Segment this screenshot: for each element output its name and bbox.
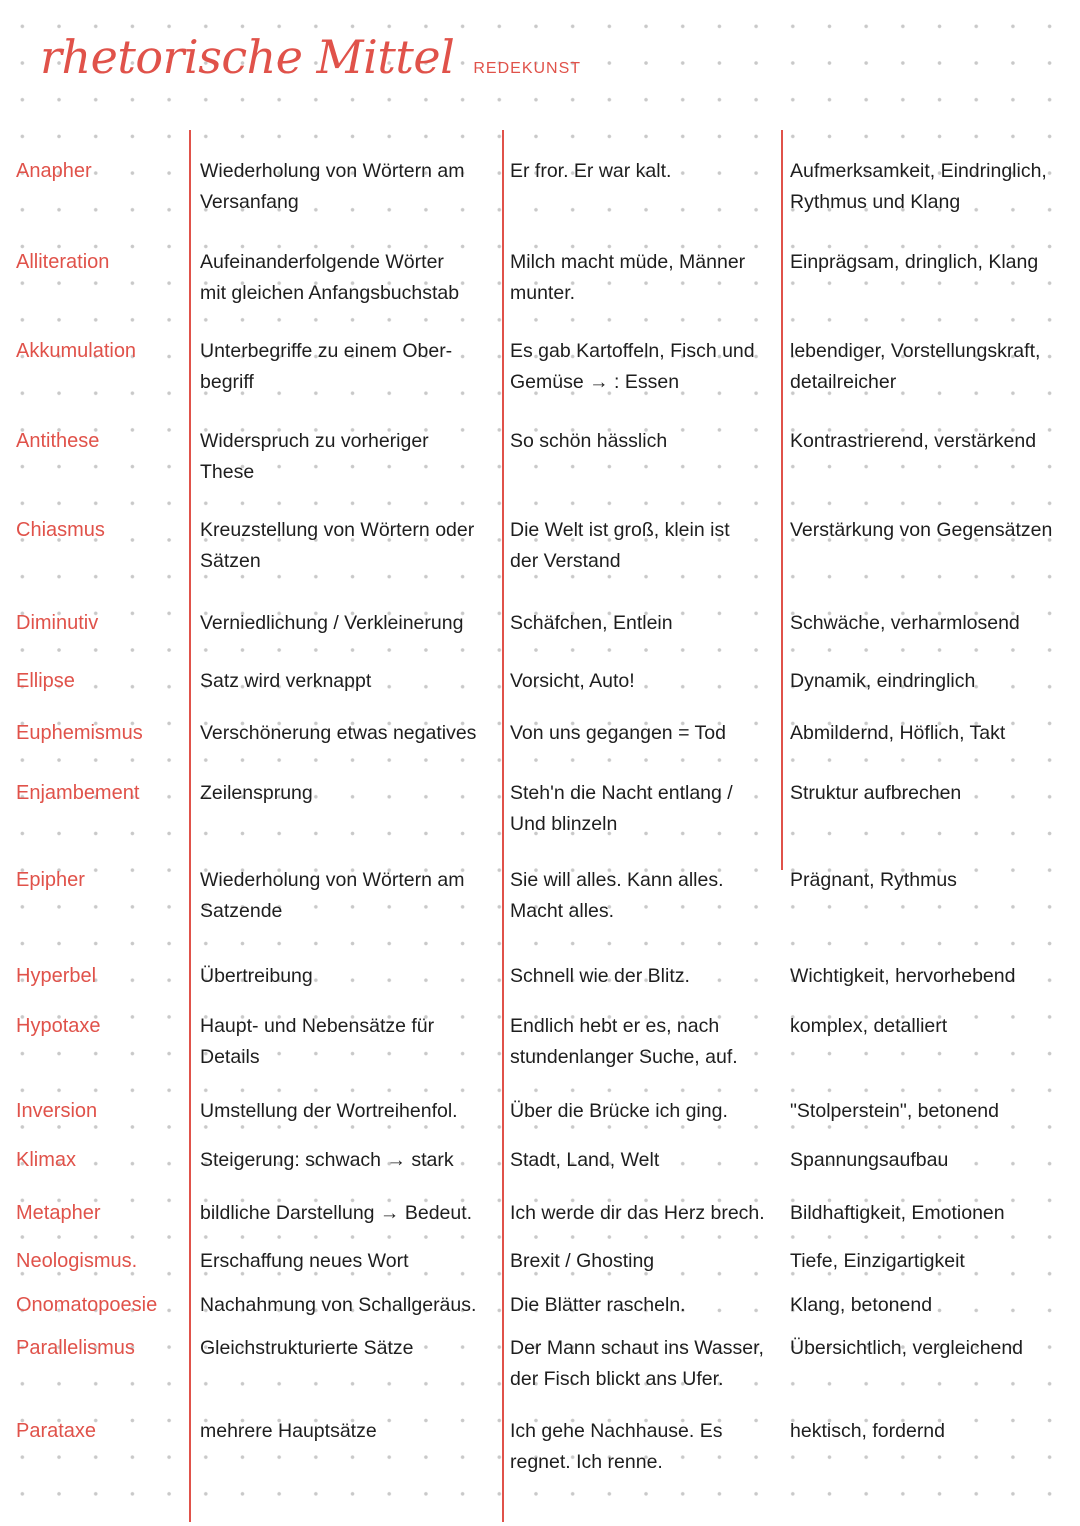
term-cell: Inversion: [16, 1100, 98, 1122]
definition-cell: Übertreibung: [200, 965, 313, 987]
example-cell: Die Blätter rascheln.: [510, 1294, 686, 1316]
term-cell: Onomatopoesie: [16, 1294, 158, 1316]
term-cell: Neologismus.: [16, 1250, 138, 1272]
term-cell: Anapher: [16, 160, 92, 182]
example-cell: Die Welt ist groß, klein ist der Verstand: [510, 519, 730, 572]
definition-cell: Steigerung: schwach → stark: [200, 1149, 454, 1171]
effect-cell: "Stolperstein", betonend: [790, 1100, 999, 1122]
term-cell: Parataxe: [16, 1420, 97, 1442]
example-cell: Schäfchen, Entlein: [510, 612, 673, 634]
definition-cell: Wiederholung von Wörtern am Satzende: [200, 869, 465, 922]
effect-cell: Struktur aufbrechen: [790, 782, 962, 804]
effect-cell: Dynamik, eindringlich: [790, 670, 976, 692]
effect-cell: Aufmerksamkeit, Eindringlich, Rythmus und Klang: [790, 160, 1047, 213]
effect-cell: Einprägsam, dringlich, Klang: [790, 251, 1039, 273]
effect-cell: Schwäche, verharmlosend: [790, 612, 1020, 634]
definition-cell: bildliche Darstellung → Bedeut.: [200, 1202, 473, 1224]
term-cell: Hypotaxe: [16, 1015, 101, 1037]
definition-cell: Aufeinanderfolgende Wörter mit gleichen Anfangsbuchstab: [200, 251, 460, 304]
page-title: rhetorische Mittel: [40, 30, 455, 84]
effect-cell: Prägnant, Rythmus: [790, 869, 957, 891]
column-divider-3: [781, 130, 783, 870]
example-cell: Endlich hebt er es, nach stundenlanger Suche, auf.: [510, 1015, 738, 1068]
effect-cell: komplex, detalliert: [790, 1015, 948, 1037]
effect-cell: Abmildernd, Höflich, Takt: [790, 722, 1006, 744]
term-cell: Hyperbel: [16, 965, 97, 987]
definition-cell: Zeilensprung: [200, 782, 313, 804]
term-cell: Diminutiv: [16, 612, 99, 634]
definition-cell: Erschaffung neues Wort: [200, 1250, 409, 1272]
example-cell: Es gab Kartoffeln, Fisch und Gemüse → : Essen: [510, 340, 755, 393]
example-cell: Steh'n die Nacht entlang / Und blinzeln: [510, 782, 733, 835]
definition-cell: mehrere Hauptsätze: [200, 1420, 377, 1442]
page-subtitle: REDEKUNST: [473, 60, 582, 77]
example-cell: Brexit / Ghosting: [510, 1250, 655, 1272]
definition-cell: Wiederholung von Wörtern am Versanfang: [200, 160, 465, 213]
column-divider-1: [189, 130, 191, 1522]
example-cell: Über die Brücke ich ging.: [510, 1100, 728, 1122]
effect-cell: Kontrastrierend, verstärkend: [790, 430, 1037, 452]
header: [40, 30, 581, 100]
term-cell: Enjambement: [16, 782, 140, 804]
effect-cell: hektisch, fordernd: [790, 1420, 946, 1442]
definition-cell: Kreuzstellung von Wörtern oder Sätzen: [200, 519, 475, 572]
term-cell: Ellipse: [16, 670, 75, 692]
example-cell: Von uns gegangen = Tod: [510, 722, 726, 744]
effect-cell: Spannungsaufbau: [790, 1149, 949, 1171]
term-cell: Akkumulation: [16, 340, 137, 362]
term-cell: Chiasmus: [16, 519, 105, 541]
example-cell: Milch macht müde, Männer munter.: [510, 251, 746, 304]
example-cell: Ich werde dir das Herz brech.: [510, 1202, 765, 1224]
example-cell: Sie will alles. Kann alles. Macht alles.: [510, 869, 724, 922]
example-cell: Er fror. Er war kalt.: [510, 160, 672, 182]
definition-cell: Verniedlichung / Verkleinerung: [200, 612, 464, 634]
term-cell: Epipher: [16, 869, 85, 891]
term-cell: Klimax: [16, 1149, 77, 1171]
term-cell: Metapher: [16, 1202, 101, 1224]
example-cell: Vorsicht, Auto!: [510, 670, 635, 692]
example-cell: Stadt, Land, Welt: [510, 1149, 660, 1171]
definition-cell: Haupt- und Nebensätze für Details: [200, 1015, 435, 1068]
example-cell: Schnell wie der Blitz.: [510, 965, 690, 987]
effect-cell: Klang, betonend: [790, 1294, 933, 1316]
effect-cell: Übersichtlich, vergleichend: [790, 1337, 1024, 1359]
definition-cell: Gleichstrukturierte Sätze: [200, 1337, 414, 1359]
definition-cell: Unterbegriffe zu einem Ober- begriff: [200, 340, 453, 393]
example-cell: Der Mann schaut ins Wasser, der Fisch blickt ans Ufer.: [510, 1337, 764, 1390]
term-cell: Alliteration: [16, 251, 110, 273]
definition-cell: Nachahmung von Schallgeräus.: [200, 1294, 477, 1316]
example-cell: So schön hässlich: [510, 430, 668, 452]
effect-cell: Tiefe, Einzigartigkeit: [790, 1250, 965, 1272]
effect-cell: Verstärkung von Gegensätzen: [790, 519, 1053, 541]
effect-cell: lebendiger, Vorstellungskraft, detailreicher: [790, 340, 1041, 393]
effect-cell: Wichtigkeit, hervorhebend: [790, 965, 1016, 987]
term-cell: Antithese: [16, 430, 100, 452]
definition-cell: Umstellung der Wortreihenfol.: [200, 1100, 458, 1122]
column-divider-2: [502, 130, 504, 1522]
definition-cell: Verschönerung etwas negatives: [200, 722, 477, 744]
definition-cell: Widerspruch zu vorheriger These: [200, 430, 429, 483]
definition-cell: Satz wird verknappt: [200, 670, 372, 692]
effect-cell: Bildhaftigkeit, Emotionen: [790, 1202, 1005, 1224]
term-cell: Euphemismus: [16, 722, 143, 744]
term-cell: Parallelismus: [16, 1337, 135, 1359]
example-cell: Ich gehe Nachhause. Es regnet. Ich renne.: [510, 1420, 723, 1473]
